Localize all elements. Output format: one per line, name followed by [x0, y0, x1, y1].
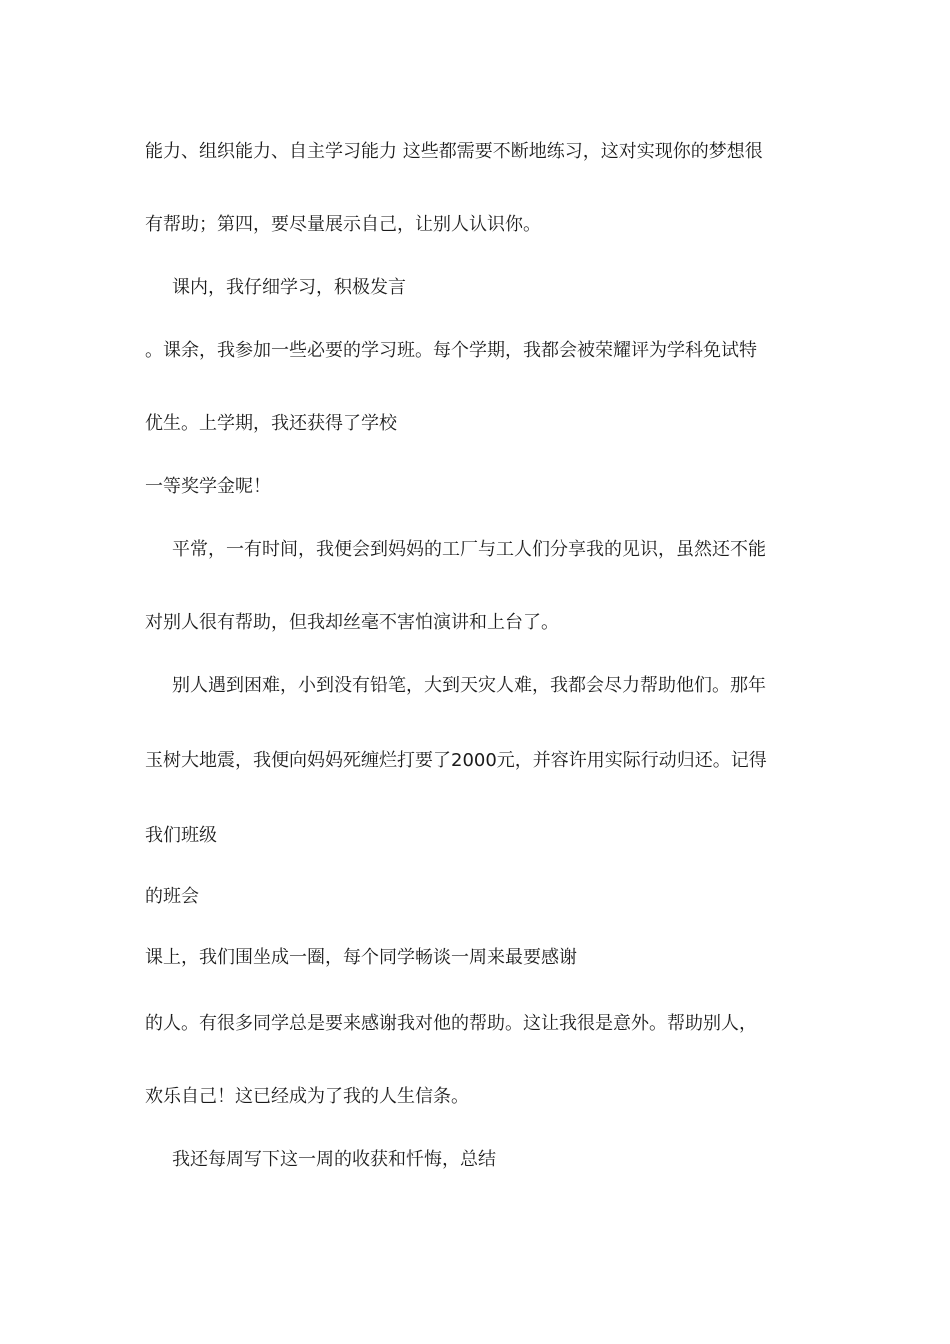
- text-line-12: 的班会: [145, 886, 199, 907]
- text-line-7: 平常，一有时间，我便会到妈妈的工厂与工人们分享我的见识，虽然还不能: [172, 539, 766, 560]
- text-line-9: 别人遇到困难，小到没有铅笔，大到天灾人难，我都会尽力帮助他们。那年: [172, 675, 766, 696]
- text-line-2: 有帮助；第四，要尽量展示自己，让别人认识你。: [145, 214, 541, 235]
- text-line-13: 课上，我们围坐成一圈，每个同学畅谈一周来最要感谢: [145, 947, 577, 968]
- text-line-3: 课内，我仔细学习，积极发言: [172, 277, 406, 298]
- text-line-15: 欢乐自己！这已经成为了我的人生信条。: [145, 1086, 469, 1107]
- text-line-8: 对别人很有帮助，但我却丝毫不害怕演讲和上台了。: [145, 612, 559, 633]
- text-line-11: 我们班级: [145, 825, 217, 846]
- text-line-16: 我还每周写下这一周的收获和忏悔，总结: [172, 1149, 496, 1170]
- text-line-14: 的人。有很多同学总是要来感谢我对他的帮助。这让我很是意外。帮助别人，: [145, 1013, 757, 1034]
- text-line-1: 能力、组织能力、自主学习能力 这些都需要不断地练习，这对实现你的梦想很: [145, 141, 763, 162]
- text-line-4: 。课余，我参加一些必要的学习班。每个学期，我都会被荣耀评为学科免试特: [145, 340, 757, 361]
- text-line-5: 优生。上学期，我还获得了学校: [145, 413, 397, 434]
- text-line-10: 玉树大地震，我便向妈妈死缠烂打要了2000元，并容许用实际行动归还。记得: [145, 750, 767, 771]
- text-line-6: 一等奖学金呢！: [145, 476, 271, 497]
